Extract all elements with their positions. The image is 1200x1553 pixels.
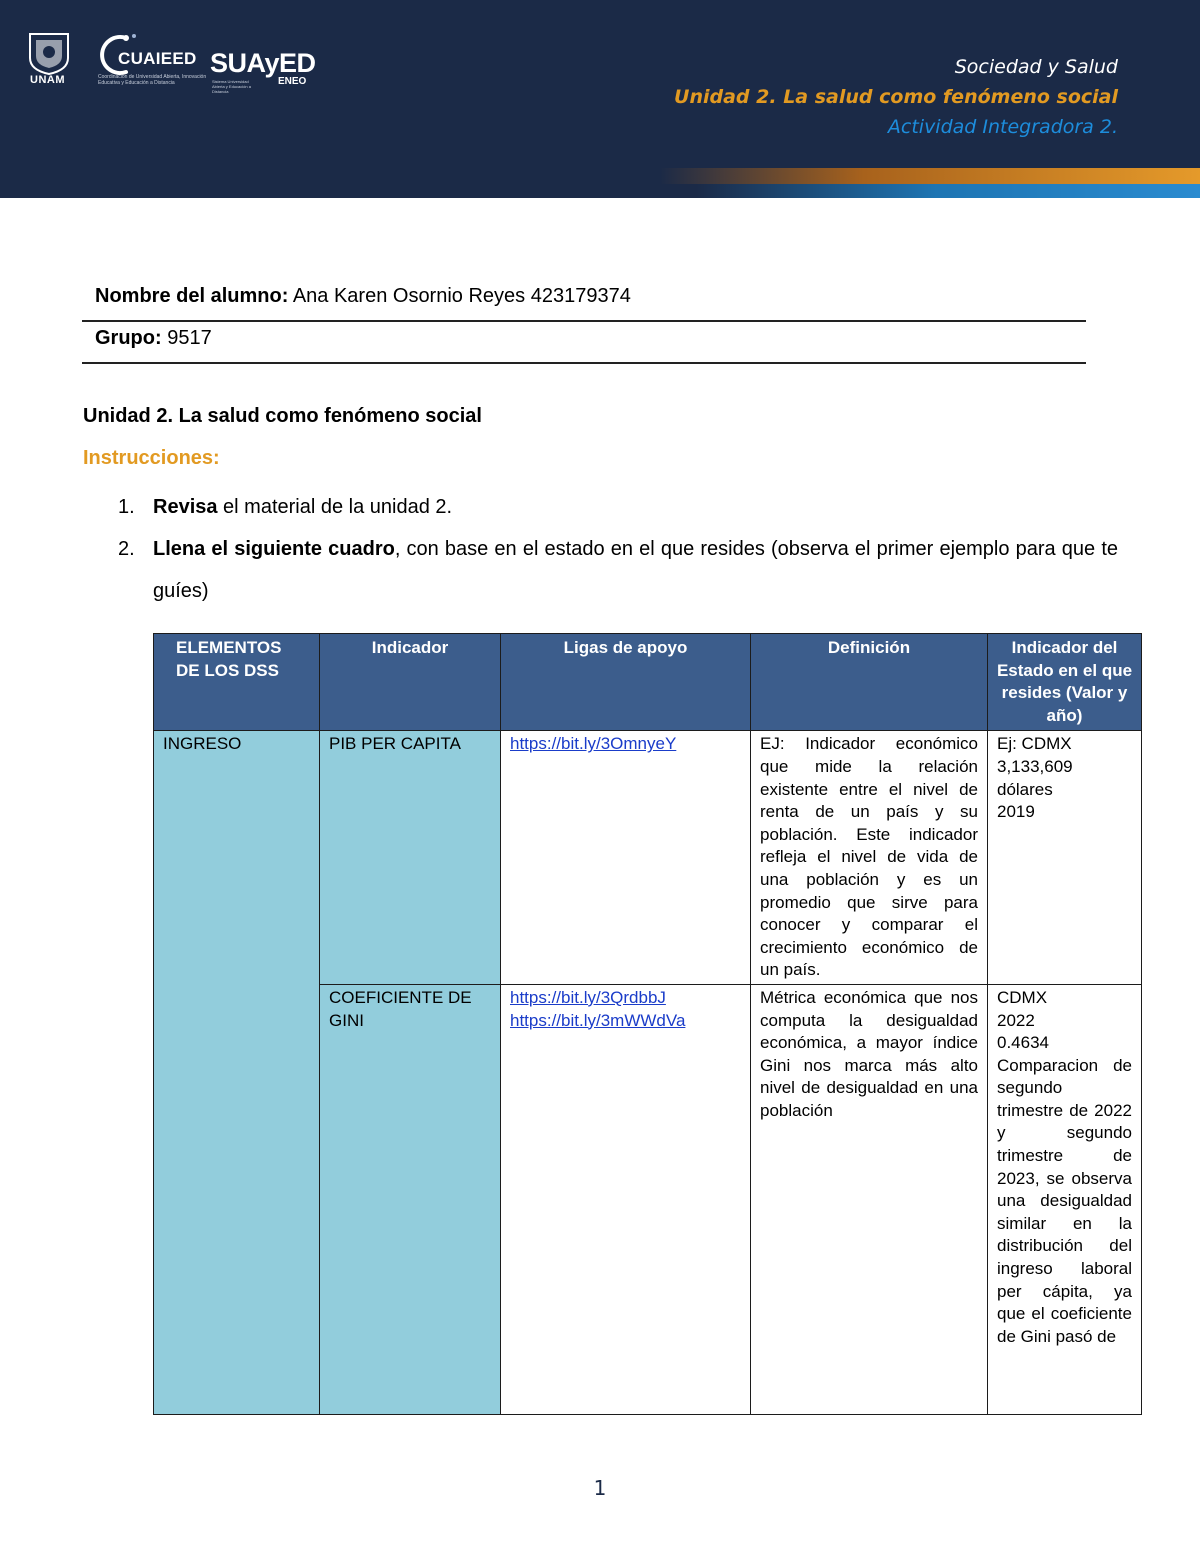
support-link[interactable]: https://bit.ly/3OmnyeY bbox=[510, 734, 677, 754]
state-value-cell bbox=[988, 731, 1142, 985]
links-cell bbox=[501, 984, 751, 1414]
element-cell bbox=[154, 731, 320, 1415]
cuaieed-logo-subtitle: Coordinación de Universidad Abierta, Innovación Educativa y Educación a Distancia bbox=[98, 74, 207, 86]
unam-logo-text: UNAM bbox=[30, 74, 65, 86]
state-value-line: 2022 bbox=[997, 1010, 1035, 1030]
course-title: Sociedad y Salud bbox=[954, 56, 1118, 78]
page-number: 1 bbox=[593, 1476, 607, 1500]
dss-table bbox=[153, 633, 1142, 1415]
header-titles bbox=[674, 52, 1118, 142]
state-value-line: 3,133,609 bbox=[997, 756, 1073, 776]
instruction-bold: Revisa bbox=[153, 496, 218, 518]
header-indicador-estado: Indicador del Estado en el que resides (Valor y año) bbox=[988, 634, 1142, 731]
banner-orange-stripe bbox=[0, 168, 1200, 184]
support-link[interactable]: https://bit.ly/3QrdbbJ bbox=[510, 987, 666, 1007]
header-banner bbox=[0, 0, 1200, 198]
state-value-description: Comparacion de segundo trimestre de 2022 y segundo trimestre de 2023, se observa una desigualdad similar en la distribución del ingreso laboral per cápita, ya que el coeficiente de Gini pasó de bbox=[997, 1055, 1132, 1346]
support-link[interactable]: https://bit.ly/3mWWdVa bbox=[510, 1010, 686, 1030]
suayed-logo-text: SUAyED bbox=[210, 48, 316, 78]
banner-blue-stripe bbox=[0, 184, 1200, 198]
student-name-value: Ana Karen Osornio Reyes 423179374 bbox=[288, 285, 631, 307]
instruction-item-2 bbox=[118, 528, 1118, 612]
links-cell bbox=[501, 731, 751, 985]
element-name: INGRESO bbox=[163, 734, 242, 754]
indicator-cell: PIB PER CAPITA bbox=[320, 731, 501, 985]
instructions-title: Instrucciones: bbox=[83, 447, 220, 469]
state-value-line: Ej: CDMX bbox=[997, 734, 1072, 754]
activity-title: Actividad Integradora 2. bbox=[887, 116, 1118, 138]
state-value-line: 0.4634 bbox=[997, 1033, 1049, 1053]
table-row bbox=[154, 731, 1142, 985]
student-name-field bbox=[82, 282, 1086, 322]
definition-cell: EJ: Indicador económico que mide la relación existente entre el nivel de renta de un país y su población. Este indicador refleja el nivel de vida de una población y es un promedio que sirve para conocer y comparar el crecimiento económico de un país. bbox=[751, 731, 988, 985]
unit-title: Unidad 2. La salud como fenómeno social bbox=[83, 405, 482, 427]
instruction-number: 1. bbox=[118, 496, 135, 518]
header-indicador: Indicador bbox=[320, 634, 501, 731]
group-value: 9517 bbox=[161, 327, 212, 349]
state-value-line: CDMX bbox=[997, 987, 1048, 1007]
group-label: Grupo: bbox=[95, 327, 162, 349]
unit-header-title: Unidad 2. La salud como fenómeno social bbox=[674, 86, 1118, 108]
instruction-number: 2. bbox=[118, 538, 135, 560]
suayed-logo-subtitle: Sistema Universidad Abierta y Educación a Distancia bbox=[212, 79, 251, 94]
eneo-logo-text: ENEO bbox=[278, 76, 307, 87]
student-name-label: Nombre del alumno: bbox=[95, 285, 289, 307]
header-definicion: Definición bbox=[751, 634, 988, 731]
group-field bbox=[82, 324, 1086, 364]
table-header-row bbox=[154, 634, 1142, 731]
header-ligas: Ligas de apoyo bbox=[501, 634, 751, 731]
indicator-cell: COEFICIENTE DE GINI bbox=[320, 984, 501, 1414]
state-value-line: dólares bbox=[997, 779, 1053, 799]
cuaieed-logo-text: CUAIEED bbox=[118, 49, 197, 68]
instruction-item-1 bbox=[118, 486, 1118, 528]
definition-cell: Métrica económica que nos computa la desigualdad económica, a mayor índice Gini nos marca más alto nivel de desigualdad en una población bbox=[751, 984, 988, 1414]
state-value-cell bbox=[988, 984, 1142, 1414]
state-value-line: 2019 bbox=[997, 802, 1035, 822]
instruction-text: , con base en el estado en el que resides (observa el primer ejemplo para que te guíes) bbox=[153, 538, 1118, 602]
instructions-list bbox=[118, 486, 1118, 612]
instruction-text: el material de la unidad 2. bbox=[217, 496, 453, 518]
instruction-bold: Llena el siguiente cuadro bbox=[153, 538, 395, 560]
header-elementos: ELEMENTOS DE LOS DSS bbox=[154, 634, 320, 731]
